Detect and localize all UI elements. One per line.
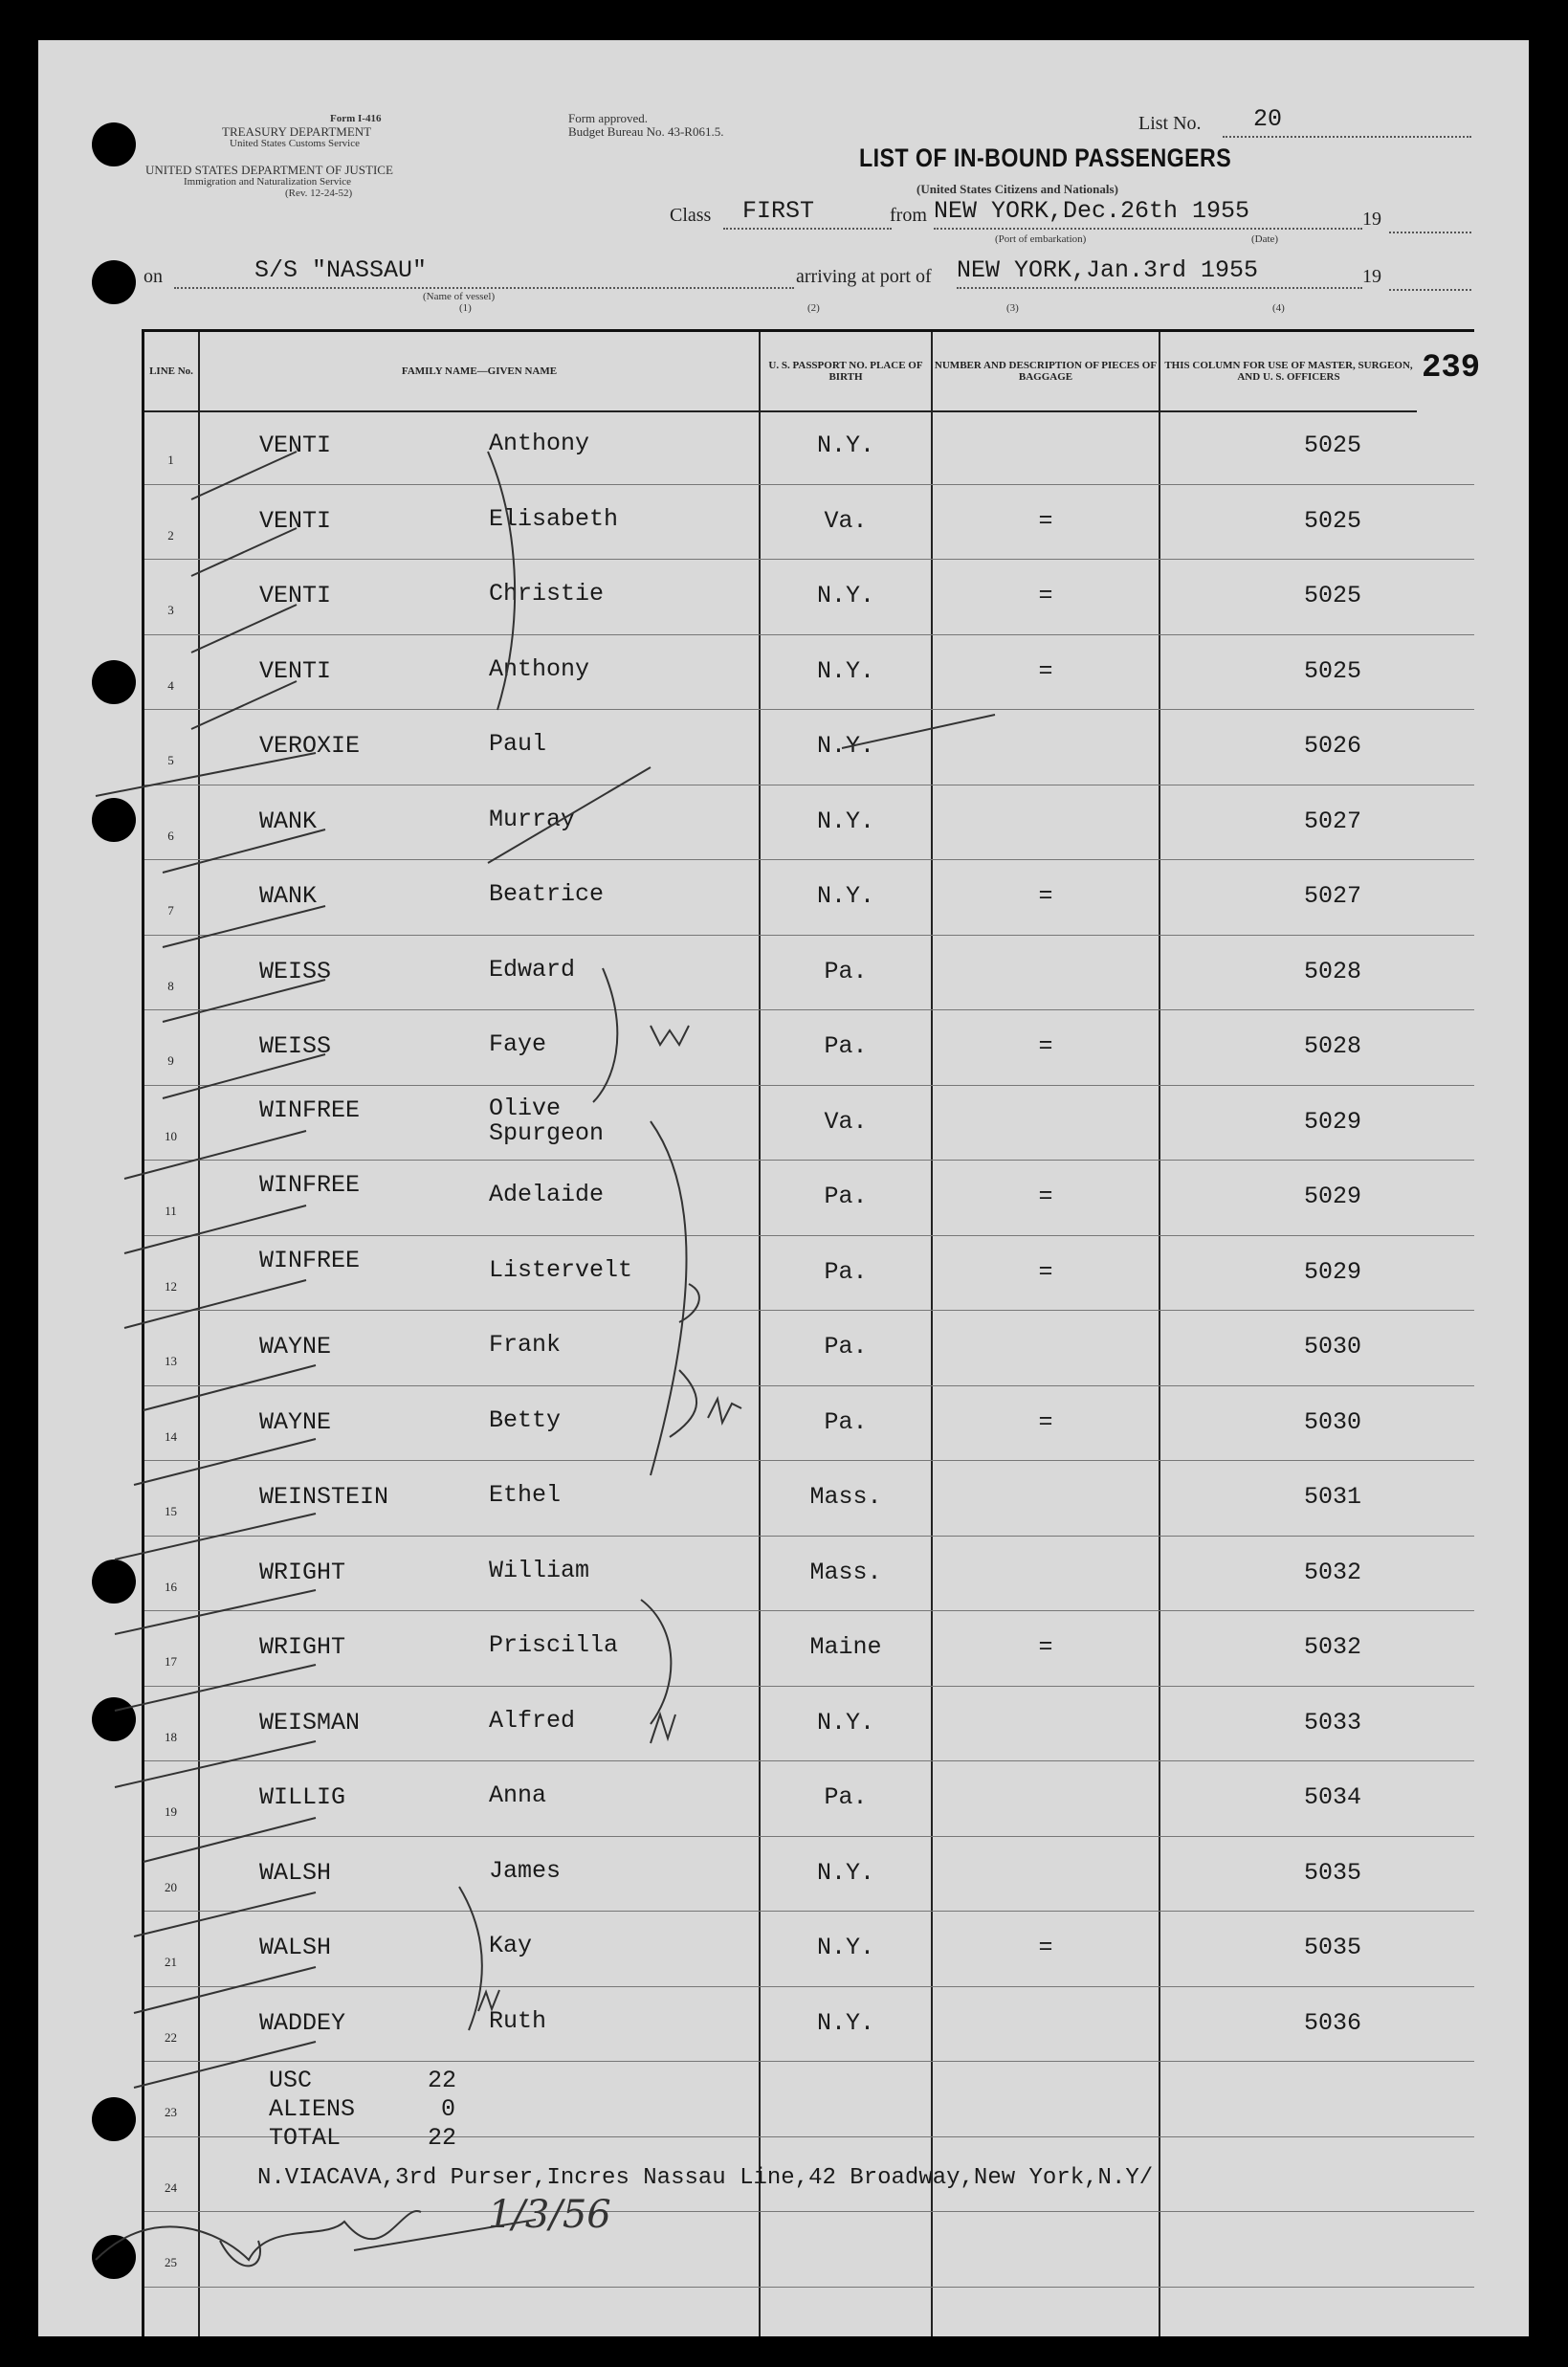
line-number: 12 (165, 1278, 177, 1294)
place-of-birth: N.Y. (816, 1708, 874, 1737)
arrival-value: NEW YORK,Jan.3rd 1955 (957, 256, 1259, 284)
family-name: WINFREE (259, 1246, 361, 1274)
row-divider (144, 935, 1474, 936)
header-name: FAMILY NAME—GIVEN NAME (200, 332, 759, 412)
place-of-birth: Mass. (809, 1483, 882, 1511)
given-name: Christie (489, 580, 605, 608)
given-name: Beatrice (489, 880, 605, 908)
row-divider (144, 1160, 1474, 1161)
usc-label: USC (269, 2067, 313, 2094)
officer-code: 5036 (1304, 2008, 1362, 2037)
given-name: Ruth (489, 2006, 547, 2035)
officer-code: 5027 (1304, 882, 1362, 910)
row-divider (144, 1009, 1474, 1010)
family-name: WEISS (259, 957, 332, 985)
place-of-birth: Pa. (824, 1032, 868, 1060)
family-name: WRIGHT (259, 1558, 346, 1586)
row-divider (144, 2211, 1474, 2212)
column-caption-1: (1) (459, 302, 472, 314)
given-name: Kay (489, 1932, 533, 1959)
family-name: WALSH (259, 1858, 332, 1887)
aliens-label: ALIENS (269, 2095, 356, 2123)
revision-date: (Rev. 12-24-52) (285, 188, 353, 199)
family-name: VENTI (259, 656, 332, 685)
column-caption-2: (2) (807, 302, 820, 314)
given-name: William (489, 1556, 590, 1584)
officer-code: 5025 (1304, 506, 1362, 535)
arriving-label: arriving at port of (796, 266, 932, 287)
class-value: FIRST (742, 197, 815, 225)
family-name: VENTI (259, 582, 332, 609)
list-no-value: 20 (1253, 105, 1283, 133)
line-number: 8 (167, 978, 174, 993)
family-name: WINFREE (259, 1171, 361, 1199)
row-divider (144, 1986, 1474, 1987)
baggage: = (1038, 1257, 1053, 1286)
embarkation-value: NEW YORK,Dec.26th 1955 (934, 197, 1250, 225)
line-number: 22 (165, 2029, 177, 2045)
row-divider (144, 634, 1474, 635)
line-number: 3 (167, 603, 174, 617)
date-caption: (Date) (1251, 233, 1279, 245)
baggage: = (1038, 1407, 1053, 1436)
year-suffix: 19 (1362, 209, 1381, 230)
given-name: Ethel (489, 1481, 562, 1509)
row-divider (144, 2287, 1474, 2288)
row-divider (144, 1235, 1474, 1236)
place-of-birth: Va. (824, 1107, 868, 1136)
given-name: Adelaide (489, 1181, 605, 1208)
given-name: Priscilla (489, 1631, 619, 1659)
given-name: Edward (489, 955, 576, 984)
row-divider (144, 1310, 1474, 1311)
page-number: 239 (1422, 350, 1481, 387)
document-subtitle: (United States Citizens and Nationals) (917, 182, 1118, 196)
given-name: Listervelt (489, 1255, 633, 1284)
row-divider (144, 484, 1474, 485)
from-label: from (890, 205, 927, 226)
line-number: 9 (167, 1053, 174, 1068)
given-name: Olive Spurgeon (489, 1094, 605, 1147)
line-number: 16 (165, 1579, 177, 1594)
baggage: = (1038, 1183, 1053, 1210)
line-number: 6 (167, 828, 174, 843)
list-no-label: List No. (1138, 113, 1202, 134)
place-of-birth: Maine (809, 1633, 882, 1661)
given-name: Faye (489, 1030, 547, 1058)
family-name: WEISS (259, 1032, 332, 1060)
class-label: Class (670, 205, 712, 226)
officer-code: 5031 (1304, 1483, 1362, 1511)
family-name: WAYNE (259, 1333, 332, 1360)
place-of-birth: N.Y. (816, 2008, 874, 2037)
binder-hole (92, 260, 136, 304)
baggage: = (1038, 656, 1053, 685)
family-name: WINFREE (259, 1095, 361, 1124)
line-number: 13 (165, 1354, 177, 1368)
total-label: TOTAL (269, 2124, 342, 2152)
place-of-birth: Pa. (824, 1257, 868, 1286)
vessel-caption: (Name of vessel) (423, 291, 496, 302)
column-caption-4: (4) (1272, 302, 1285, 314)
place-of-birth: Mass. (809, 1558, 882, 1586)
given-name: Anthony (489, 430, 590, 457)
header-baggage: NUMBER AND DESCRIPTION OF PIECES OF BAGGAGE (933, 332, 1159, 412)
baggage: = (1038, 506, 1053, 535)
officer-code: 5032 (1304, 1633, 1362, 1661)
place-of-birth: Pa. (824, 1333, 868, 1360)
purser-line: N.VIACAVA,3rd Purser,Incres Nassau Line,42 Broadway,New York,N.Y/ (257, 2164, 1154, 2191)
line-number: 24 (165, 2179, 177, 2195)
place-of-birth: Pa. (824, 957, 868, 985)
document-title: LIST OF IN-BOUND PASSENGERS (859, 144, 1232, 172)
officer-code: 5025 (1304, 656, 1362, 685)
officer-code: 5028 (1304, 1032, 1362, 1060)
officer-code: 5025 (1304, 431, 1362, 459)
family-name: WRIGHT (259, 1633, 346, 1661)
header-officers: THIS COLUMN FOR USE OF MASTER, SURGEON, AND U. S. OFFICERS (1160, 332, 1417, 412)
line-number: 18 (165, 1729, 177, 1744)
officer-code: 5025 (1304, 582, 1362, 609)
immigration-service: Immigration and Naturalization Service (184, 176, 352, 188)
officer-code: 5034 (1304, 1783, 1362, 1811)
baggage: = (1038, 882, 1053, 910)
manifest-page (38, 40, 1529, 2336)
baggage: = (1038, 1633, 1053, 1661)
baggage: = (1038, 1934, 1053, 1961)
place-of-birth: Pa. (824, 1407, 868, 1436)
line-number: 14 (165, 1428, 177, 1444)
row-divider (144, 709, 1474, 710)
family-name: WADDEY (259, 2008, 346, 2037)
budget-bureau: Budget Bureau No. 43-R061.5. (568, 124, 724, 139)
place-of-birth: N.Y. (816, 732, 874, 760)
officer-code: 5029 (1304, 1257, 1362, 1286)
place-of-birth: N.Y. (816, 807, 874, 835)
officer-code: 5029 (1304, 1183, 1362, 1210)
place-of-birth: Va. (824, 506, 868, 535)
officer-code: 5029 (1304, 1107, 1362, 1136)
officer-code: 5033 (1304, 1708, 1362, 1737)
family-name: WAYNE (259, 1407, 332, 1436)
line-number: 15 (165, 1504, 177, 1518)
total-value: 22 (428, 2124, 457, 2152)
line-number: 4 (167, 677, 174, 693)
officer-code: 5027 (1304, 807, 1362, 835)
row-divider (144, 1760, 1474, 1761)
line-number: 1 (167, 453, 174, 467)
row-divider (144, 859, 1474, 860)
row-divider (144, 1460, 1474, 1461)
officer-code: 5030 (1304, 1407, 1362, 1436)
given-name: Frank (489, 1331, 562, 1359)
column-caption-3: (3) (1006, 302, 1019, 314)
vessel-name: S/S "NASSAU" (254, 256, 428, 284)
aliens-value: 0 (441, 2095, 456, 2123)
place-of-birth: N.Y. (816, 582, 874, 609)
given-name: Anthony (489, 654, 590, 683)
usc-value: 22 (428, 2067, 457, 2094)
binder-hole (92, 2097, 136, 2141)
on-label: on (144, 266, 163, 287)
family-name: VENTI (259, 431, 332, 459)
given-name: Paul (489, 730, 547, 758)
line-number: 23 (165, 2105, 177, 2119)
form-number: Form I-416 (330, 113, 382, 124)
officer-code: 5028 (1304, 957, 1362, 985)
row-divider (144, 2061, 1474, 2062)
given-name: Betty (489, 1405, 562, 1434)
officer-code: 5026 (1304, 732, 1362, 760)
family-name: WANK (259, 807, 318, 835)
row-divider (144, 1610, 1474, 1611)
family-name: VENTI (259, 506, 332, 535)
binder-hole (92, 1560, 136, 1604)
binder-hole (92, 2235, 136, 2279)
line-number: 10 (165, 1128, 177, 1143)
family-name: VEROXIE (259, 732, 361, 760)
given-name: James (489, 1856, 562, 1885)
line-number: 25 (165, 2255, 177, 2269)
family-name: WANK (259, 882, 318, 910)
justice-department: UNITED STATES DEPARTMENT OF JUSTICE (145, 163, 393, 177)
binder-hole (92, 122, 136, 166)
officer-code: 5032 (1304, 1558, 1362, 1586)
place-of-birth: N.Y. (816, 1934, 874, 1961)
port-embarkation-caption: (Port of embarkation) (995, 233, 1087, 245)
row-divider (144, 1085, 1474, 1086)
line-number: 21 (165, 1955, 177, 1969)
line-number: 2 (167, 527, 174, 542)
line-number: 20 (165, 1879, 177, 1894)
place-of-birth: Pa. (824, 1183, 868, 1210)
baggage: = (1038, 582, 1053, 609)
binder-hole (92, 1697, 136, 1741)
given-name: Murray (489, 805, 576, 833)
given-name: Anna (489, 1781, 547, 1809)
row-divider (144, 1536, 1474, 1537)
officer-code: 5030 (1304, 1333, 1362, 1360)
line-number: 17 (165, 1654, 177, 1669)
line-number: 11 (165, 1204, 177, 1218)
line-number: 7 (167, 903, 174, 918)
binder-hole (92, 798, 136, 842)
line-number: 19 (165, 1804, 177, 1819)
row-divider (144, 1911, 1474, 1912)
family-name: WEINSTEIN (259, 1483, 389, 1511)
given-name: Alfred (489, 1706, 576, 1735)
passenger-table (142, 329, 1474, 2336)
line-number: 5 (167, 753, 174, 767)
year-suffix-2: 19 (1362, 266, 1381, 287)
header-line-no: LINE No. (144, 332, 198, 412)
row-divider (144, 2136, 1474, 2137)
handwritten-date: 1/3/56 (488, 2193, 611, 2237)
place-of-birth: Pa. (824, 1783, 868, 1811)
treasury-department: TREASURY DEPARTMENT (222, 124, 372, 139)
family-name: WALSH (259, 1934, 332, 1961)
row-divider (144, 559, 1474, 560)
family-name: WEISMAN (259, 1708, 361, 1737)
row-divider (144, 1836, 1474, 1837)
binder-hole (92, 660, 136, 704)
family-name: WILLIG (259, 1783, 346, 1811)
customs-service: United States Customs Service (230, 138, 360, 149)
baggage: = (1038, 1032, 1053, 1060)
place-of-birth: N.Y. (816, 656, 874, 685)
place-of-birth: N.Y. (816, 882, 874, 910)
header-passport: U. S. PASSPORT NO. PLACE OF BIRTH (761, 332, 931, 412)
place-of-birth: N.Y. (816, 431, 874, 459)
row-divider (144, 1385, 1474, 1386)
place-of-birth: N.Y. (816, 1858, 874, 1887)
form-approved: Form approved. (568, 111, 649, 125)
given-name: Elisabeth (489, 504, 619, 533)
officer-code: 5035 (1304, 1934, 1362, 1961)
officer-code: 5035 (1304, 1858, 1362, 1887)
row-divider (144, 1686, 1474, 1687)
